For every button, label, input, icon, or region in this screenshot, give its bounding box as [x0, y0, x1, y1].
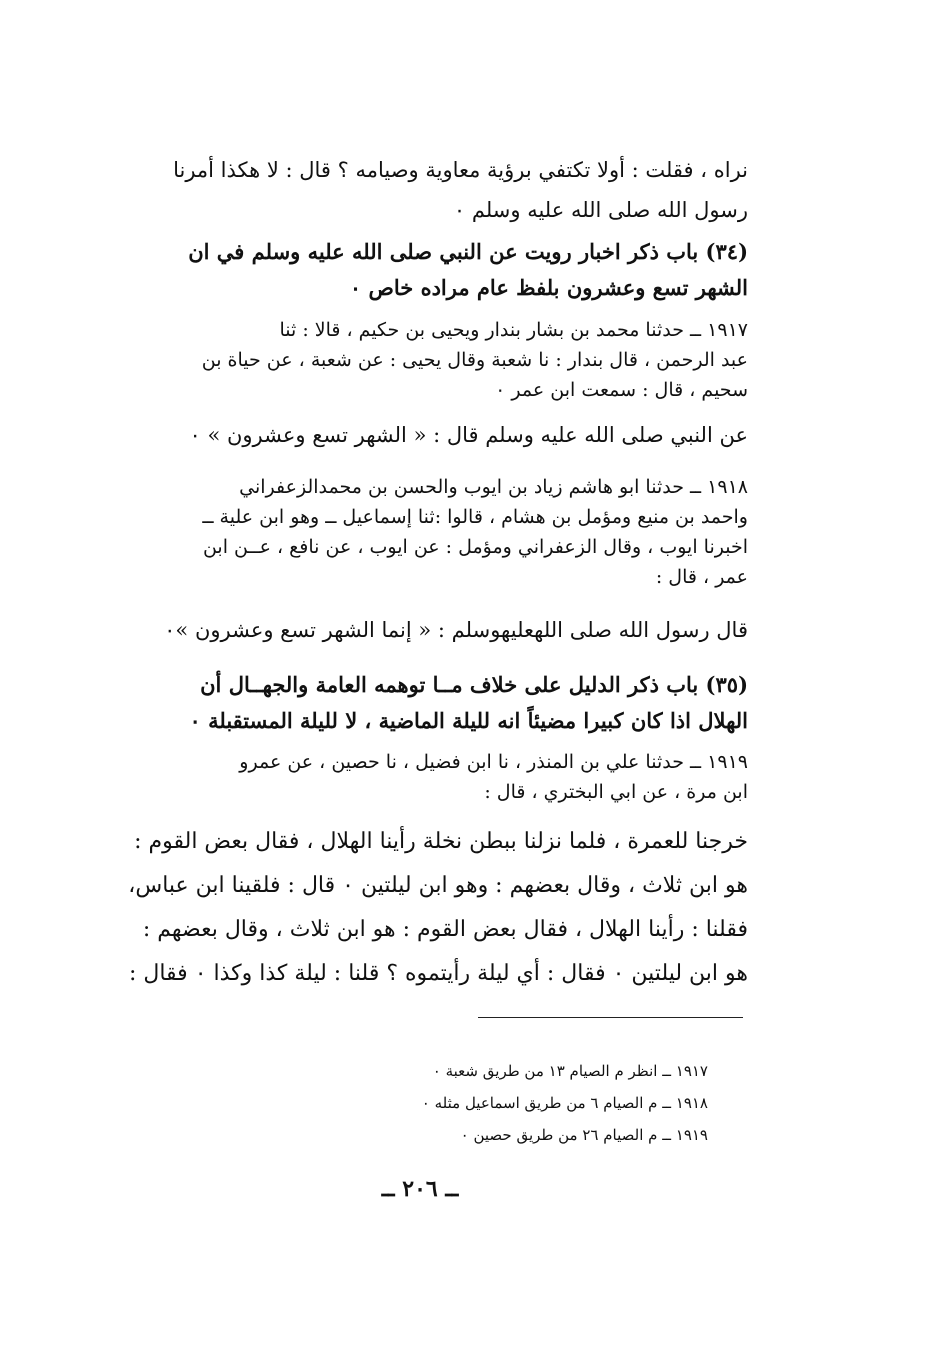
heading-line: (٣٤) باب ذكر اخبار رويت عن النبي صلى الله عليه وسلم في ان [188, 239, 748, 264]
text-line: عمر ، قال : [655, 566, 748, 588]
footnote-line: ١٩١٨ ــ م الصيام ٦ من طريق اسماعيل مثله ٠ [421, 1094, 708, 1112]
text-line: عبد الرحمن ، قال بندار : نا شعبة وقال يحيى : عن شعبة ، عن حياة بن [201, 349, 748, 371]
text-line: سحيم ، قال : سمعت ابن عمر ٠ [495, 379, 748, 401]
text-line: خرجنا للعمرة ، فلما نزلنا ببطن نخلة رأينا الهلال ، فقال بعض القوم : [134, 829, 748, 854]
heading-line: الهلال اذا كان كبيرا مضيئاً انه لليلة الماضية ، لا لليلة المستقبلة ٠ [189, 708, 748, 733]
text-line: اخبرنا ايوب ، وقال الزعفراني ومؤمل : عن ايوب ، عن نافع ، عــن ابن [202, 536, 748, 558]
text-line: هو ابن ليلتين ٠ فقال : أي ليلة رأيتموه ؟ قلنا : ليلة كذا وكذا ٠ فقال : [128, 961, 748, 986]
hadith-1919-matn [108, 820, 748, 996]
text-line: ١٩١٨ ــ حدثنا ابو هاشم زياد بن ايوب والحسن بن محمدالزعفراني [239, 476, 748, 498]
footnote-line: ١٩١٩ ــ م الصيام ٢٦ من طريق حصين ٠ [460, 1126, 708, 1144]
footnote-line: ١٩١٧ ــ انظر م الصيام ١٣ من طريق شعبة ٠ [432, 1062, 708, 1080]
text-line: هو ابن ثلاث ، وقال بعضهم : وهو ابن ليلتين ٠ قال : فلقينا ابن عباس، [128, 873, 748, 898]
hadith-1919-isnad [108, 747, 748, 807]
text-line: رسول الله صلى الله عليه وسلم ٠ [453, 198, 748, 222]
hadith-1918-matn [108, 610, 748, 650]
text-line: قال رسول الله صلى اللهعليهوسلم : « إنما الشهر تسع وعشرون »٠ [164, 618, 748, 642]
page-number: ــ ٢٠٦ ــ [381, 1176, 459, 1202]
footnote-divider [478, 1017, 743, 1018]
chapter-heading-35 [108, 667, 748, 739]
heading-line: الشهر تسع وعشرون بلفظ عام مراده خاص ٠ [349, 275, 748, 300]
text-line: نراه ، فقلت : أولا تكتفي برؤية معاوية وصيامه ؟ قال : لا هكذا أمرنا [173, 158, 748, 182]
heading-line: (٣٥) باب ذكر الدليل على خلاف مــا توهمه العامة والجهــال أن [200, 672, 748, 697]
text-line: فقلنا : رأينا الهلال ، فقال بعض القوم : هو ابن ثلاث ، وقال بعضهم : [142, 917, 748, 942]
hadith-1917-isnad [108, 315, 748, 405]
text-line: واحمد بن منيع ومؤمل بن هشام ، قالوا :ثنا إسماعيل ــ وهو ابن علية ــ [202, 506, 748, 528]
chapter-heading-34 [108, 234, 748, 306]
paragraph-continuation [108, 150, 748, 230]
hadith-1917-matn [108, 415, 748, 455]
text-line: ١٩١٩ ــ حدثنا علي بن المنذر ، نا ابن فضيل ، نا حصين ، عن عمرو [239, 751, 748, 773]
text-line: عن النبي صلى الله عليه وسلم قال : « الشهر تسع وعشرون » ٠ [189, 423, 748, 447]
text-line: ١٩١٧ ــ حدثنا محمد بن بشار بندار ويحيى بن حكيم ، قالا : ثنا [279, 319, 748, 341]
text-line: ابن مرة ، عن ابي البختري ، قال : [484, 781, 748, 803]
hadith-1918-isnad [108, 472, 748, 592]
footnotes [380, 1055, 708, 1151]
